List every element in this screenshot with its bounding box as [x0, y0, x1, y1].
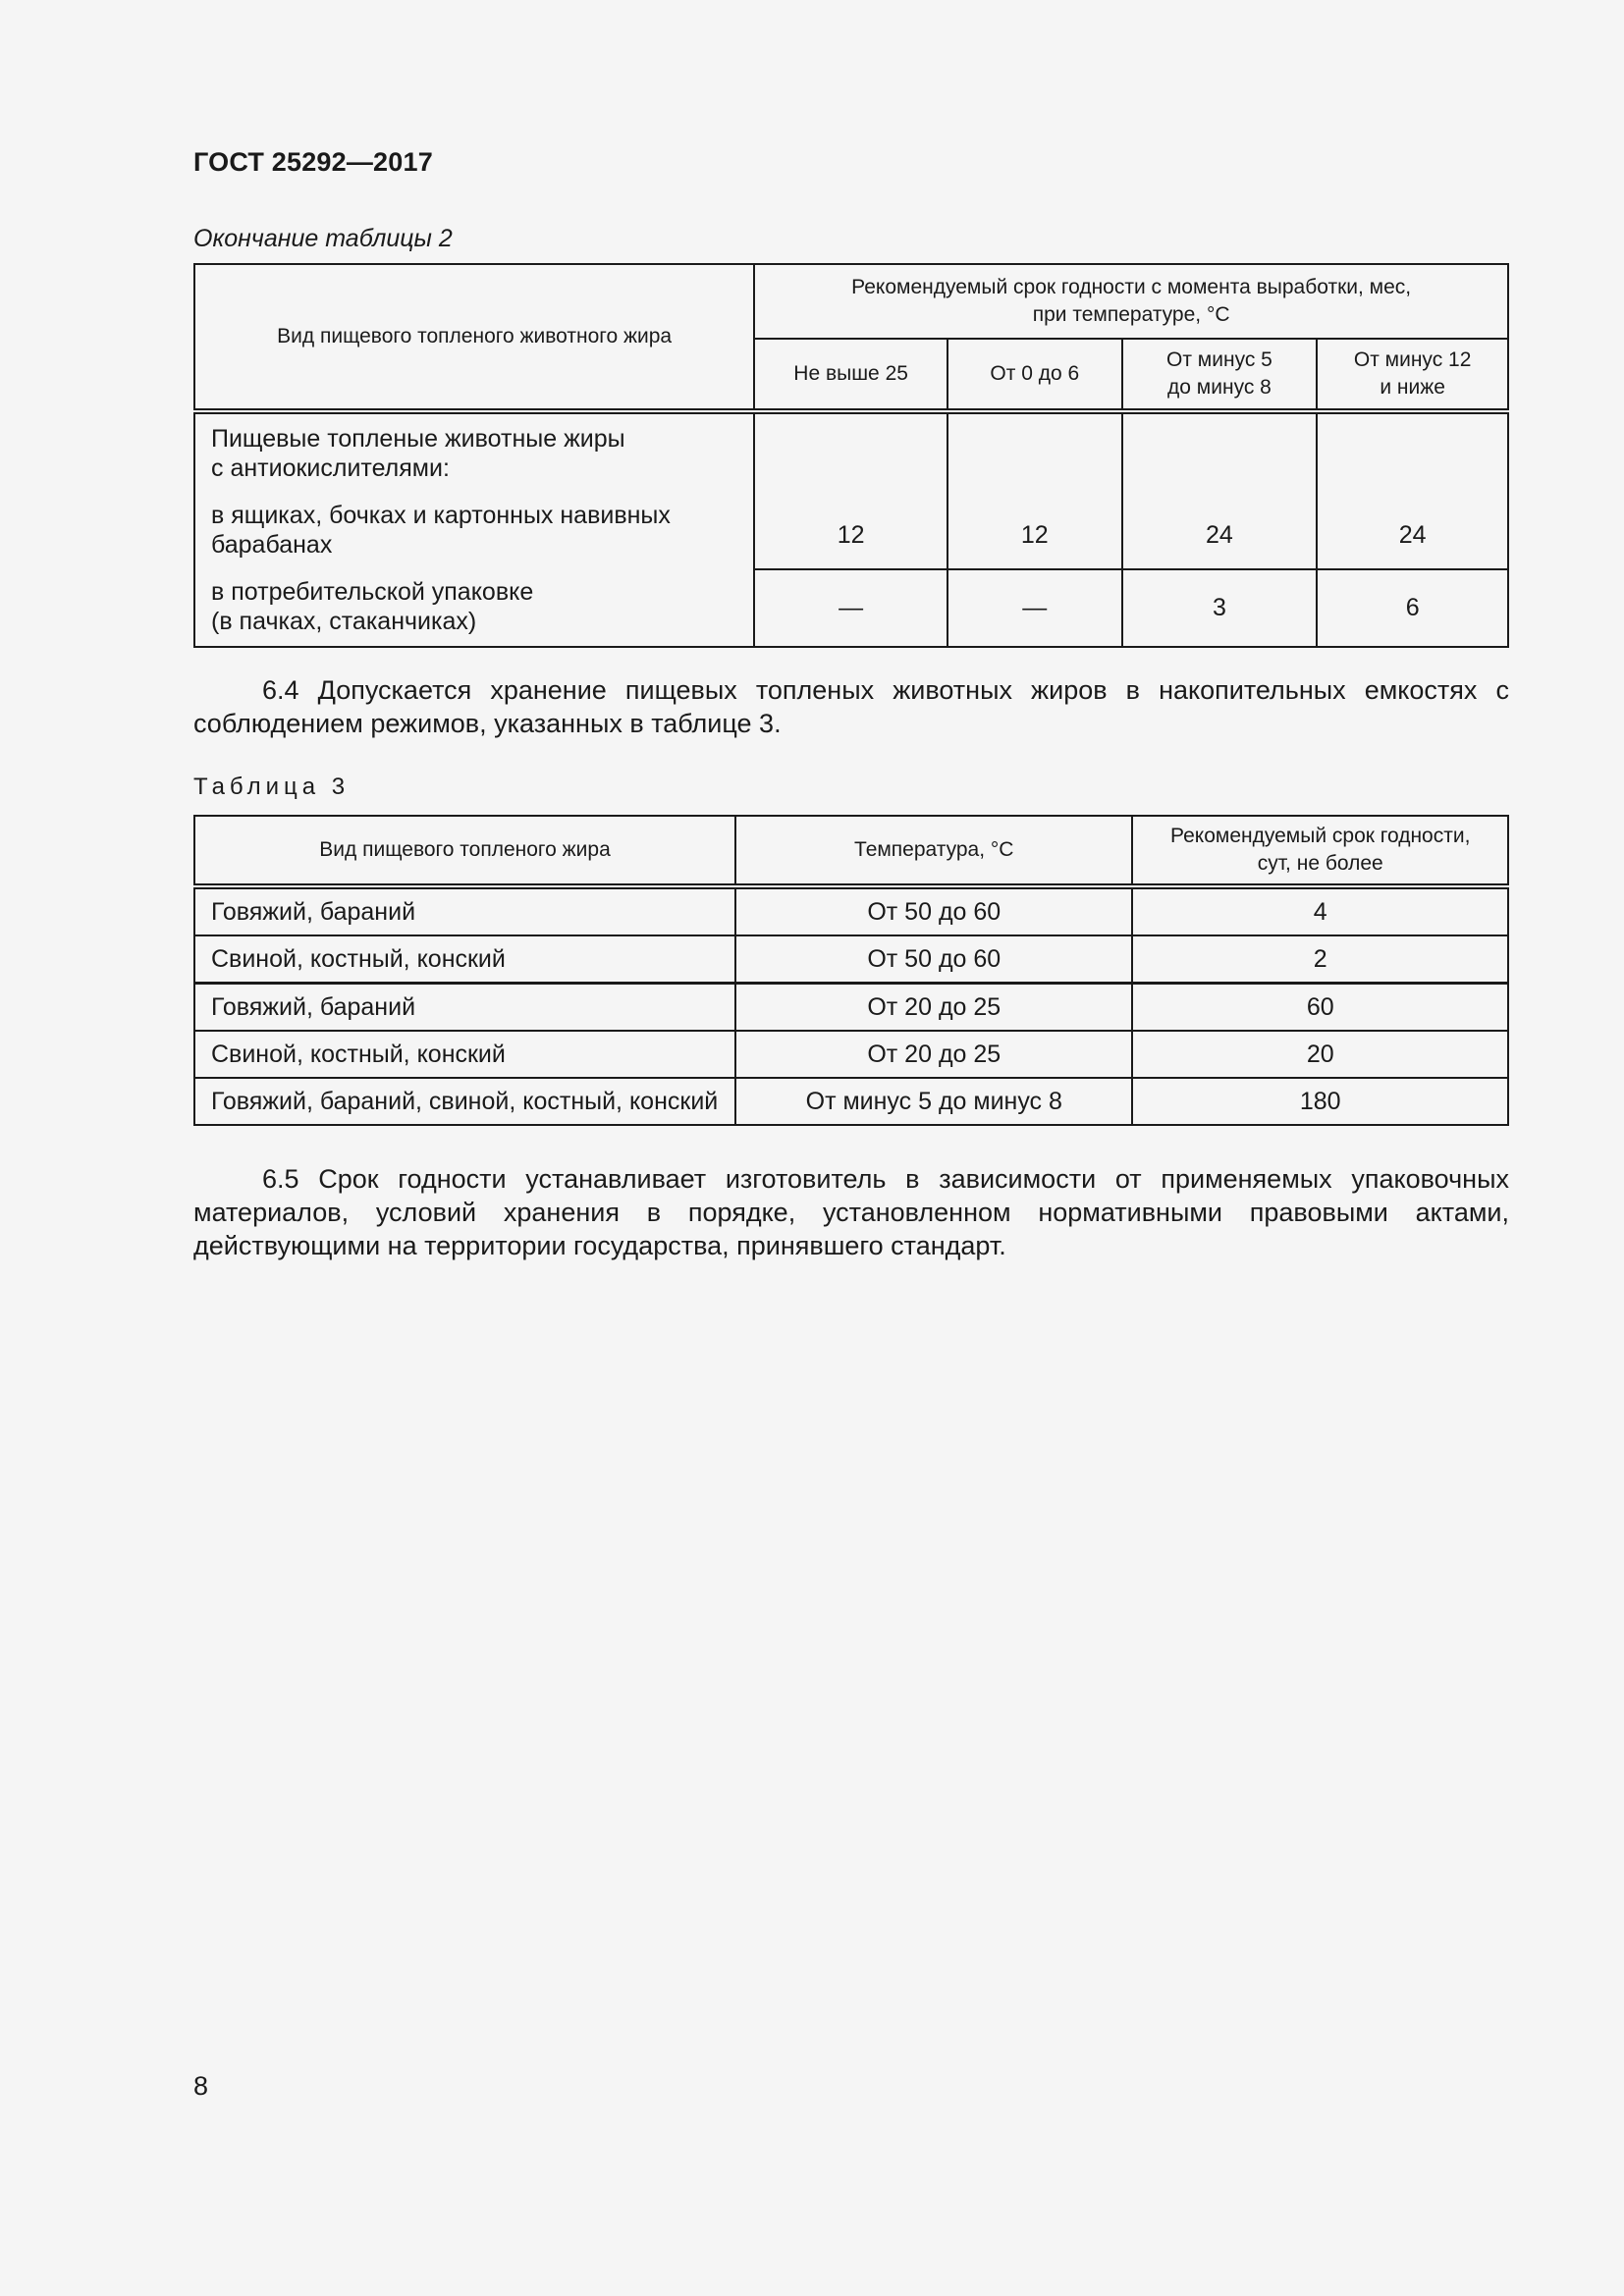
table2-cell: — — [947, 569, 1122, 647]
table3-cell-temp: От минус 5 до минус 8 — [735, 1078, 1132, 1125]
table3-header-shelf: Рекомендуемый срок годности, сут, не более — [1132, 816, 1508, 886]
paragraph-6-5: 6.5 Срок годности устанавливает изготовитель в зависимости от применяемых упаковочных материалов, условий хранения в порядке, установленном нормативными правовыми актами, действующими на территории государства, принявшего стандарт. — [193, 1164, 1509, 1260]
table2-cell: — — [754, 569, 947, 647]
table2-caption: Окончание таблицы 2 — [193, 225, 453, 252]
table3-cell-temp: От 20 до 25 — [735, 984, 1132, 1032]
table3-cell-temp: От 20 до 25 — [735, 1031, 1132, 1078]
page-number: 8 — [193, 2071, 209, 2101]
table3-cell-temp: От 50 до 60 — [735, 886, 1132, 935]
table-row — [194, 411, 1508, 569]
table2-cell: 3 — [1122, 569, 1318, 647]
table-row — [194, 886, 1508, 935]
table3-cell-days: 60 — [1132, 984, 1508, 1032]
table-row — [194, 1031, 1508, 1078]
table-row — [194, 569, 1508, 647]
table-row — [194, 984, 1508, 1032]
table2-row-label: в потребительской упаковке (в пачках, стаканчиках) — [194, 569, 754, 647]
table3-cell-type: Говяжий, бараний — [194, 886, 735, 935]
table2-col-header: От минус 12 и ниже — [1317, 339, 1508, 411]
table3-cell-days: 4 — [1132, 886, 1508, 935]
table3-cell-type: Свиной, костный, конский — [194, 1031, 735, 1078]
table3-cell-days: 180 — [1132, 1078, 1508, 1125]
table2 — [193, 263, 1509, 648]
table2-col-header: От 0 до 6 — [947, 339, 1122, 411]
table2-cell: 12 — [754, 411, 947, 569]
table2-col-header: Не выше 25 — [754, 339, 947, 411]
table2-cell: 24 — [1122, 411, 1318, 569]
table2-header-group: Рекомендуемый срок годности с момента выработки, мес, при температуре, °С — [754, 264, 1508, 339]
table2-cell: 12 — [947, 411, 1122, 569]
table3-cell-type: Свиной, костный, конский — [194, 935, 735, 984]
paragraph-6-4: 6.4 Допускается хранение пищевых топленых животных жиров в накопительных емкостях с соблюдением режимов, указанных в таблице 3. — [193, 675, 1509, 738]
table3-cell-temp: От 50 до 60 — [735, 935, 1132, 984]
table2-header-type: Вид пищевого топленого животного жира — [194, 264, 754, 411]
table2-cell: 6 — [1317, 569, 1508, 647]
table3-cell-type: Говяжий, бараний — [194, 984, 735, 1032]
table-row — [194, 935, 1508, 984]
table2-col-header: От минус 5 до минус 8 — [1122, 339, 1318, 411]
table2-cell: 24 — [1317, 411, 1508, 569]
table3-cell-days: 20 — [1132, 1031, 1508, 1078]
table3-cell-type: Говяжий, бараний, свиной, костный, конский — [194, 1078, 735, 1125]
table-row — [194, 1078, 1508, 1125]
table2-row-label: Пищевые топленые животные жиры с антиокислителями: в ящиках, бочках и картонных навивных барабанах — [194, 411, 754, 569]
table3-cell-days: 2 — [1132, 935, 1508, 984]
document-header: ГОСТ 25292—2017 — [193, 147, 433, 177]
table3-header-type: Вид пищевого топленого жира — [194, 816, 735, 886]
table3 — [193, 815, 1509, 1126]
table3-label: Таблица 3 — [193, 774, 351, 800]
table3-header-temp: Температура, °С — [735, 816, 1132, 886]
